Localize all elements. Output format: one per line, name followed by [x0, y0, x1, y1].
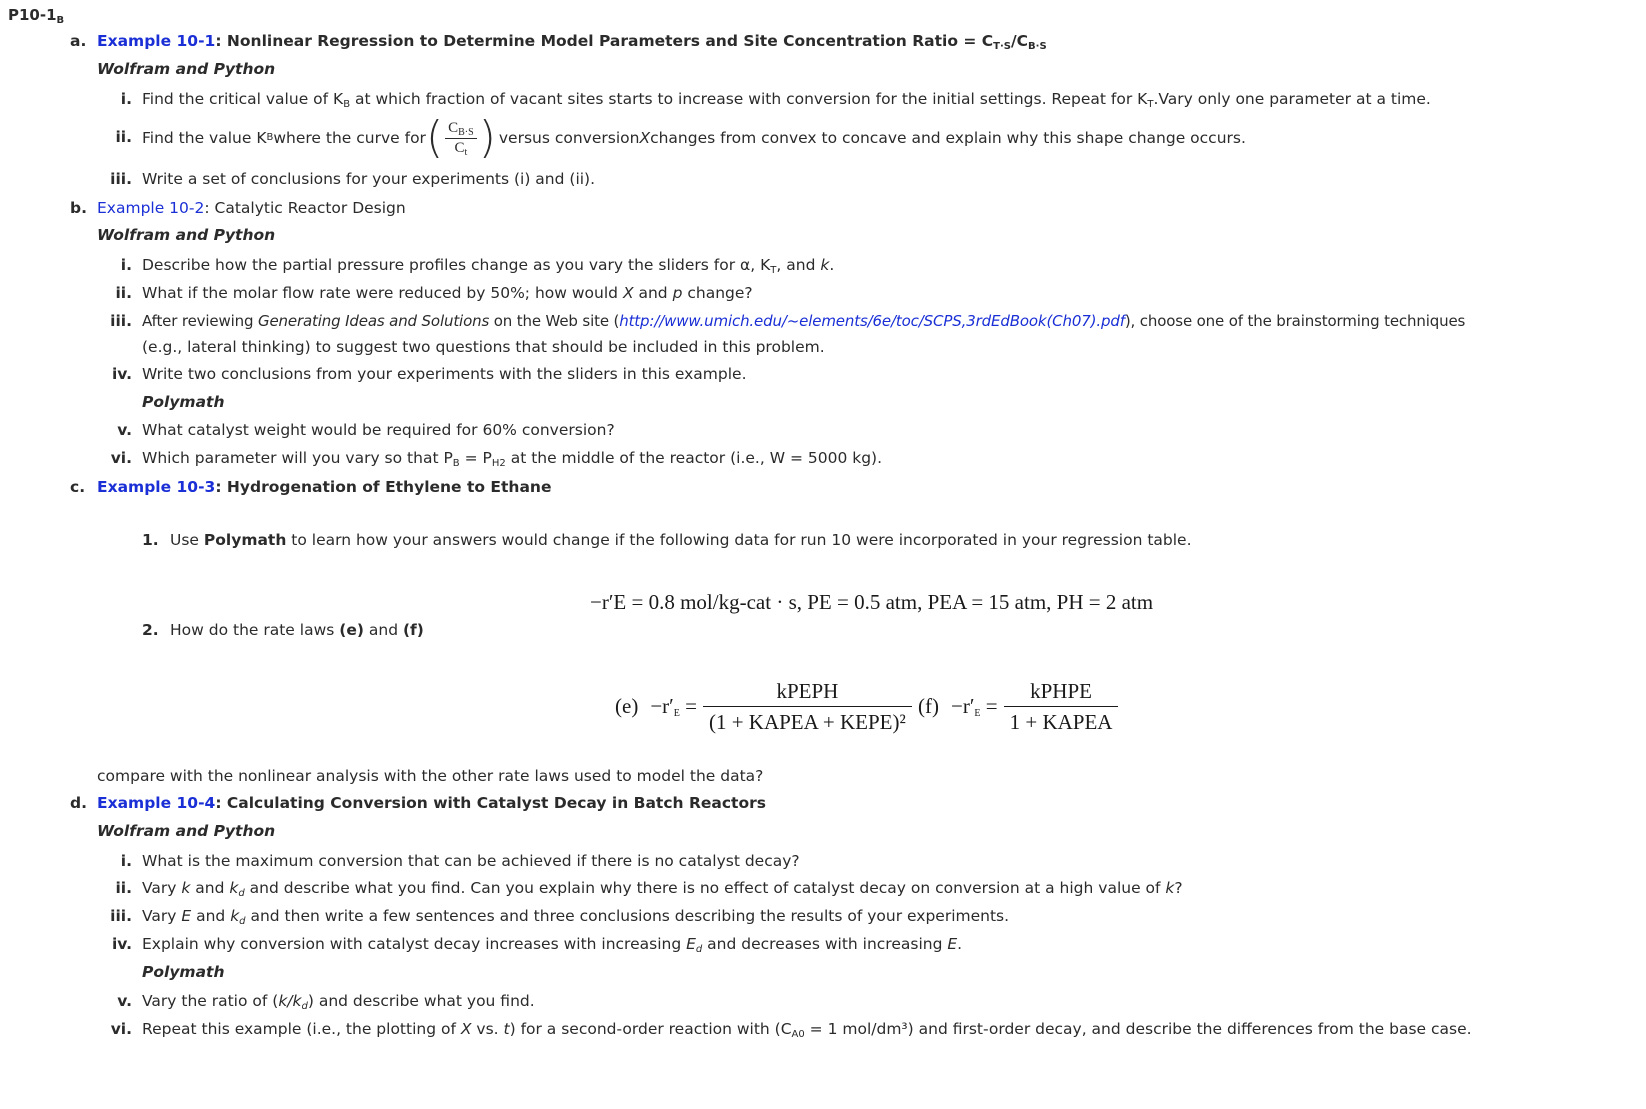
rate-law-f-numerator: kPHPE — [1004, 676, 1119, 707]
b-vi-text-3: at the middle of the reactor (i.e., W = 5000 kg). — [505, 449, 883, 467]
b-ii-italic-2: p — [672, 284, 683, 302]
d-ii-sub-2: d — [238, 888, 245, 899]
d-v-sub-1: d — [301, 1001, 308, 1012]
b-iii-text-3: ), choose one of the brainstorming techniques — [1124, 312, 1466, 330]
b-item-iii — [142, 312, 1465, 330]
part-a-title: : Nonlinear Regression to Determine Model Parameters and Site Concentration Ratio = C — [215, 32, 994, 50]
d-ii-text-2: and — [190, 879, 230, 897]
d-iii-italic-1: E — [181, 907, 192, 925]
d-item-ii — [142, 879, 1183, 897]
b-item-iv: Write two conclusions from your experiments with the sliders in this example. — [142, 365, 747, 383]
b-vi-sub-2: H2 — [491, 458, 506, 469]
d-ii-text-1: Vary — [142, 879, 182, 897]
b-ii-italic-1: X — [622, 284, 634, 302]
d-ii-italic-3: k — [1165, 879, 1175, 897]
a-ii-italic-x: X — [639, 129, 651, 147]
a-i-text-1: Find the critical value of K — [142, 90, 344, 108]
example-10-3-link[interactable]: Example 10-3 — [97, 478, 216, 496]
part-c-heading — [97, 478, 551, 496]
d-iv-text-3: . — [957, 935, 963, 953]
d-v-text-2: ) and describe what you find. — [307, 992, 535, 1010]
rate-law-f-denominator: 1 + KAPEA — [1009, 709, 1113, 734]
b-vi-text-2: = P — [459, 449, 492, 467]
example-10-1-link[interactable]: Example 10-1 — [97, 32, 216, 50]
part-b-polymath: Polymath — [142, 393, 225, 411]
part-b-heading — [97, 199, 406, 217]
b-ii-text-1: What if the molar flow rate were reduced by 50%; how would — [142, 284, 623, 302]
frac-den-sub: t — [464, 146, 468, 158]
b-item-i — [142, 256, 834, 274]
a-item-iii-marker: iii. — [110, 170, 132, 188]
part-b-marker: b. — [70, 199, 87, 217]
b-item-ii-marker: ii. — [115, 284, 132, 302]
rate-law-e-lhs: $-r'_E$ = — [650, 693, 697, 719]
part-d-heading — [97, 794, 766, 812]
d-vi-text-1: Repeat this example (i.e., the plotting of — [142, 1020, 461, 1038]
rate-law-f — [918, 670, 1118, 742]
example-10-2-link[interactable]: Example 10-2 — [97, 199, 205, 217]
frac-num: C — [448, 119, 459, 136]
d-item-iii-marker: iii. — [110, 907, 132, 925]
d-item-v-marker: v. — [117, 992, 132, 1010]
c-q1 — [170, 531, 1192, 549]
d-vi-text-2: vs. — [471, 1020, 504, 1038]
c-q1-marker: 1. — [142, 531, 159, 549]
a-ii-text-4: changes from convex to concave and explain why this shape change occurs. — [650, 129, 1246, 147]
b-i-text-3: . — [829, 256, 835, 274]
d-v-text-1: Vary the ratio of ( — [142, 992, 279, 1010]
part-d-title: : Calculating Conversion with Catalyst Decay in Batch Reactors — [215, 794, 766, 812]
ratio-slash: /C — [1010, 32, 1029, 50]
c-q2-marker: 2. — [142, 621, 159, 639]
a-i-text-2: at which fraction of vacant sites starts to increase with conversion for the initial settings. Repeat for K — [350, 90, 1148, 108]
b-iii-italic-title: Generating Ideas and Solutions — [257, 312, 490, 330]
d-iii-text-3: and then write a few sentences and three conclusions describing the results of your experiments. — [245, 907, 1010, 925]
d-vi-italic-2: t — [503, 1020, 510, 1038]
rate-law-f-fraction — [1004, 676, 1119, 737]
ratio-sub-1: T·S — [993, 41, 1011, 52]
d-item-iv — [142, 935, 962, 953]
frac-num-sub: B·S — [458, 126, 474, 138]
part-a-heading — [97, 32, 1047, 50]
d-item-vi-marker: vi. — [110, 1020, 132, 1038]
part-c-title: : Hydrogenation of Ethylene to Ethane — [215, 478, 552, 496]
b-ii-text-2: and — [633, 284, 673, 302]
c-q2-and: and — [363, 621, 403, 639]
d-item-ii-marker: ii. — [115, 879, 132, 897]
d-iv-italic-2: E — [947, 935, 958, 953]
d-iv-text-2: and decreases with increasing — [702, 935, 948, 953]
d-vi-text-4: = 1 mol/dm³) and first-order decay, and describe the differences from the base case. — [804, 1020, 1472, 1038]
d-vi-sub-3: A0 — [791, 1029, 805, 1040]
b-item-i-marker: i. — [120, 256, 132, 274]
c-compare-text: compare with the nonlinear analysis with the other rate laws used to model the data? — [97, 767, 764, 785]
a-i-sub-1: B — [343, 99, 351, 110]
part-b-tools: Wolfram and Python — [97, 226, 276, 244]
rate-law-e — [615, 670, 912, 742]
part-d-polymath: Polymath — [142, 963, 225, 981]
d-ii-italic-2: k — [229, 879, 239, 897]
a-i-text-3: .Vary only one parameter at a time. — [1153, 90, 1431, 108]
ratio-sub-2: B·S — [1028, 41, 1047, 52]
d-iii-sub-2: d — [239, 916, 246, 927]
b-vi-text-1: Which parameter will you vary so that P — [142, 449, 453, 467]
a-item-i-marker: i. — [120, 90, 132, 108]
example-10-4-link[interactable]: Example 10-4 — [97, 794, 216, 812]
rate-law-f-label: (f) — [918, 693, 939, 718]
b-item-vi — [142, 449, 882, 467]
c-q2-text-1: How do the rate laws — [170, 621, 340, 639]
d-ii-text-3: and describe what you find. Can you explain why there is no effect of catalyst decay on conversion at a high value of — [244, 879, 1166, 897]
problem-id-sub: B — [56, 15, 65, 26]
d-item-i-marker: i. — [120, 852, 132, 870]
d-iii-text-2: and — [191, 907, 231, 925]
d-item-v — [142, 992, 535, 1010]
b-item-iii-marker: iii. — [110, 312, 132, 330]
b-ii-text-3: change? — [682, 284, 753, 302]
paren-right: ) — [478, 112, 496, 163]
a-item-iii: Write a set of conclusions for your experiments (i) and (ii). — [142, 170, 596, 188]
d-v-italic-1: k/k — [278, 992, 302, 1010]
c-q2-e: (e) — [339, 621, 364, 639]
d-vi-text-3: ) for a second-order reaction with (C — [509, 1020, 792, 1038]
rate-law-e-label: (e) — [615, 693, 639, 718]
d-iv-text-1: Explain why conversion with catalyst decay increases with increasing — [142, 935, 687, 953]
paren-left: ( — [425, 112, 444, 163]
part-b-title: : Catalytic Reactor Design — [204, 199, 406, 217]
d-iii-text-1: Vary — [142, 907, 182, 925]
d-item-iii — [142, 907, 1009, 925]
a-i-sub-2: T — [1147, 99, 1154, 110]
rate-law-e-fraction — [703, 676, 912, 737]
b-i-text-1: Describe how the partial pressure profiles change as you vary the sliders for α, K — [142, 256, 771, 274]
b-item-v-marker: v. — [117, 421, 132, 439]
part-c-marker: c. — [70, 478, 86, 496]
c-q1-text-1: Use — [170, 531, 204, 549]
b-vi-sub-1: B — [452, 458, 460, 469]
b-item-v: What catalyst weight would be required for 60% conversion? — [142, 421, 615, 439]
rate-law-e-denominator: (1 + KAPEA + KEPE)² — [708, 709, 906, 734]
frac-den: C — [454, 139, 465, 156]
d-iii-italic-2: k — [230, 907, 240, 925]
b-i-italic-k: k — [820, 256, 830, 274]
b-item-ii — [142, 284, 753, 302]
b-i-text-2: , and — [776, 256, 821, 274]
d-item-iv-marker: iv. — [111, 935, 132, 953]
a-ii-text-1: Find the value K — [142, 129, 267, 147]
a-item-ii: Find the value K B where the curve for ( $\frac{C_{B\cdot S}}{C_t}$ ) versus conversion X changes from convex to concave and explain why this shape change occurs. — [142, 112, 1246, 163]
problem-id-text: P10-1 — [8, 6, 57, 24]
b-i-sub-1: T — [770, 265, 777, 276]
c-q1-text-2: to learn how your answers would change if the following data for run 10 were incorporated in your regression table. — [286, 531, 1192, 549]
a-ii-text-3: versus conversion — [498, 129, 640, 147]
part-a-tools: Wolfram and Python — [97, 60, 276, 78]
d-iv-italic-1: E — [686, 935, 696, 953]
part-d-tools: Wolfram and Python — [97, 822, 276, 840]
rate-law-f-lhs: $-r'_E$ = — [950, 693, 998, 719]
b-item-vi-marker: vi. — [110, 449, 132, 467]
d-iv-sub-1: d — [695, 944, 703, 955]
d-item-vi — [142, 1020, 1472, 1038]
part-a-marker: a. — [70, 32, 87, 50]
a-ii-text-2: where the curve for — [273, 129, 426, 147]
run-10-data-equation: −r′E = 0.8 mol/kg-cat · s, PE = 0.5 atm, PEA = 15 atm, PH = 2 atm — [590, 590, 1154, 614]
a-item-i — [142, 90, 1431, 108]
d-ii-text-4: ? — [1174, 879, 1183, 897]
scps-pdf-link[interactable]: http://www.umich.edu/~elements/6e/toc/SCPS,3rdEdBook(Ch07).pdf — [619, 312, 1125, 330]
d-item-i: What is the maximum conversion that can be achieved if there is no catalyst decay? — [142, 852, 800, 870]
b-iii-text-1: After reviewing — [142, 312, 258, 330]
b-item-iv-marker: iv. — [111, 365, 132, 383]
b-item-iii-line2: (e.g., lateral thinking) to suggest two questions that should be included in this problem. — [142, 338, 825, 356]
concentration-ratio-fraction — [445, 119, 477, 158]
c-q1-polymath: Polymath — [203, 531, 287, 549]
c-q2 — [170, 621, 424, 639]
rate-law-e-numerator: kPEPH — [703, 676, 912, 707]
c-q2-f: (f) — [402, 621, 424, 639]
d-vi-italic-1: X — [460, 1020, 472, 1038]
a-item-ii-marker: ii. — [115, 128, 132, 146]
part-d-marker: d. — [70, 794, 87, 812]
d-ii-italic-1: k — [181, 879, 191, 897]
b-iii-text-2: on the Web site ( — [489, 312, 620, 330]
problem-id — [8, 6, 64, 24]
